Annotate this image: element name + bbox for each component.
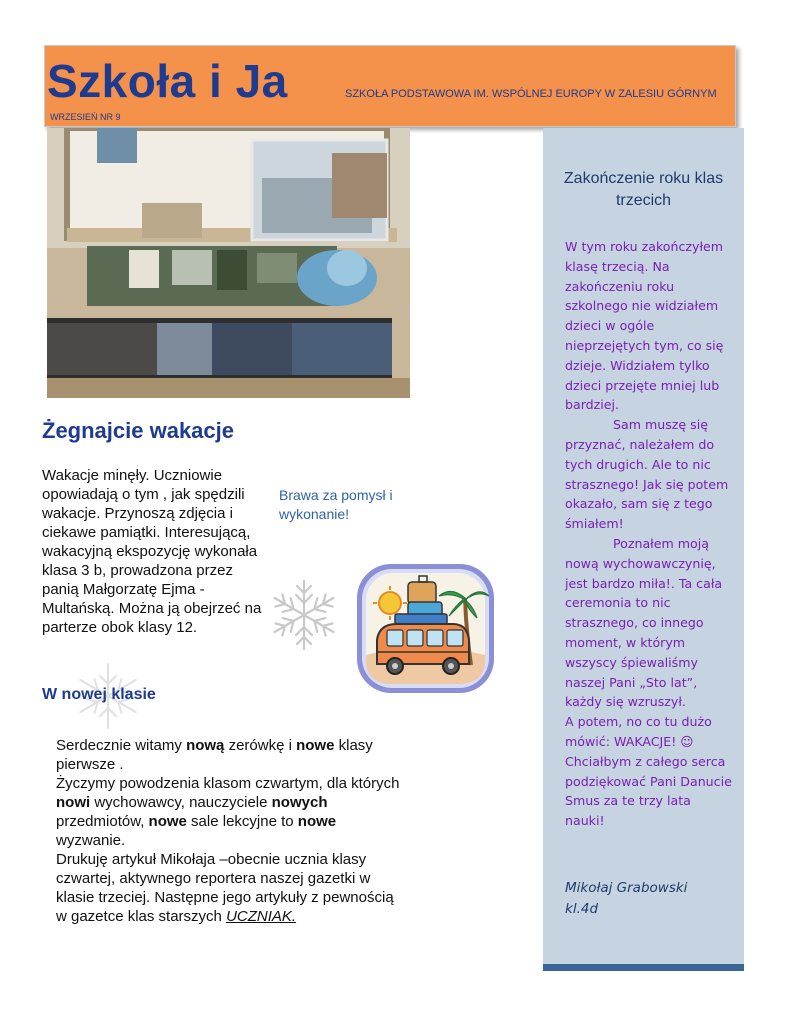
article-body: Wakacje minęły. Uczniowie opowiadają o tym , jak spędzili wakacje. Przynoszą zdjęcia i ciekawe pamiątki. Interesującą, wakacyjną ekspozycję wykonała klasa 3 b, prowadzona przez panią Małgorzatę Ejma - Multańską. Można ją obejrzeć na parterze obok klasy 12. xyxy=(42,467,262,636)
emphasis-text: nowe xyxy=(296,737,335,754)
sidebar-signature xyxy=(565,878,733,920)
text-run: wyzwanie. xyxy=(56,832,126,849)
text-run: Drukuję artykuł Mikołaja –obecnie ucznia klasy czwartej, aktywnego reportera naszej gazetki w klasie trzeciej. Następne jego artykuły z pewnością w gazetce klas starszych xyxy=(56,851,394,925)
school-name: SZKOŁA PODSTAWOWA IM. WSPÓLNEJ EUROPY W ZALESIU GÓRNYM xyxy=(345,88,717,100)
text-run: wychowawcy, nauczyciele xyxy=(90,794,272,811)
emphasis-text: nowe xyxy=(297,813,337,830)
exhibition-photo xyxy=(47,128,410,398)
text-run: zerówkę i xyxy=(224,737,297,754)
text-run: Życzymy powodzenia klasom czwartym, dla których xyxy=(56,775,400,792)
newsletter-title: Szkoła i Ja xyxy=(47,55,288,107)
author-name: Mikołaj Grabowski xyxy=(565,880,688,896)
text-run: Serdecznie witamy xyxy=(56,737,187,754)
issue-label: WRZESIEŃ NR 9 xyxy=(50,112,121,122)
sidebar-paragraph-4: A potem, no co tu dużo mówić: WAKACJE! ☺ Chciałbym z całego serca podziękować Pani Danucie Smus za te trzy lata nauki! xyxy=(565,714,732,829)
text-run: sale lekcyjne to xyxy=(186,813,298,830)
pull-quote: Brawa za pomysł i wykonanie! xyxy=(279,487,393,522)
underlined-text: UCZNIAK. xyxy=(226,908,297,925)
travel-bus-clipart xyxy=(353,560,498,697)
sidebar-paragraph-2: Sam muszę się przyznać, należałem do tych drugich. Ale to nic strasznego! Jak się potem okazało, sam się z tego śmiałem! xyxy=(565,417,729,532)
article-heading: Żegnajcie wakacje xyxy=(42,418,234,443)
text-run: klasy pierwsze . xyxy=(56,737,373,773)
section-heading: W nowej klasie xyxy=(42,686,156,703)
sidebar-paragraph-1: W tym roku zakończyłem klasę trzecią. Na zakończeniu roku szkolnego nie widziałem dzieci w ogóle nieprzejętych tym, co się dzieje. Widziałem tylko dzieci przejęte mniej lub bardziej. xyxy=(565,239,724,413)
emphasis-text: nowi xyxy=(56,794,91,811)
sidebar-article xyxy=(565,237,733,831)
sidebar-paragraph-3: Poznałem moją nową wychowawczynię, jest bardzo miła!. Ta cała ceremonia to nic strasznego, co innego moment, w którym wszyscy śpiewaliśmy naszej Pani „Sto lat”, każdy się wzruszył. xyxy=(565,535,723,710)
text-run: przedmiotów, xyxy=(56,813,149,830)
sidebar xyxy=(543,128,744,971)
emphasis-text: nowe xyxy=(148,813,187,830)
emphasis-text: nową xyxy=(186,737,225,754)
welcome-article xyxy=(56,736,406,926)
emphasis-text: nowych xyxy=(271,794,328,811)
snowflake-icon xyxy=(266,577,342,653)
masthead xyxy=(44,45,736,127)
author-class: kl.4d xyxy=(565,901,599,917)
sidebar-title: Zakończenie roku klas trzecich xyxy=(563,170,724,209)
